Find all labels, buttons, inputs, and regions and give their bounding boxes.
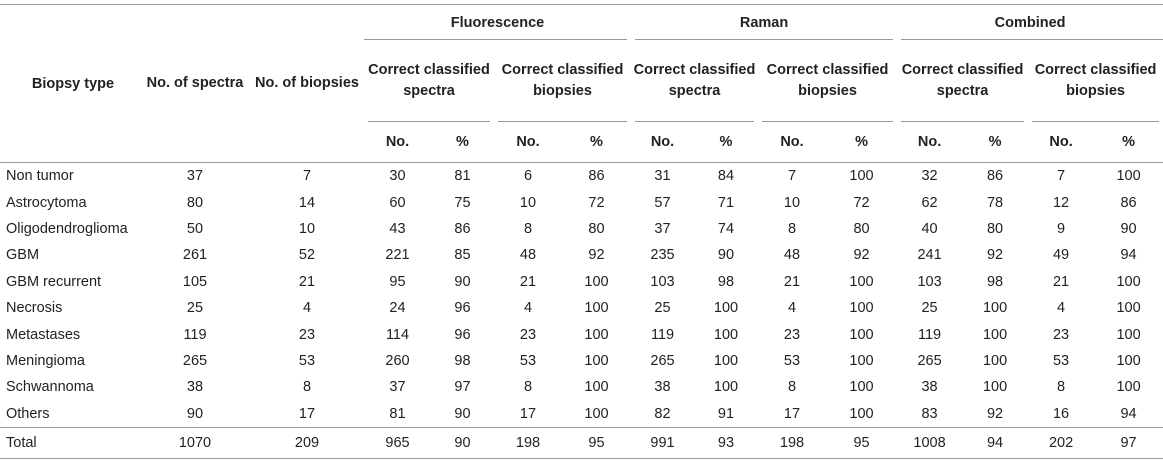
table-cell: 95 xyxy=(826,427,897,458)
table-cell: 8 xyxy=(1057,379,1066,396)
table-cell: 265 xyxy=(917,352,942,369)
table-cell: 100 xyxy=(849,379,874,396)
table-cell: 100 xyxy=(713,352,739,369)
table-cell: 10 xyxy=(298,220,316,237)
table-row xyxy=(0,374,1163,400)
table-cell: 96 xyxy=(454,300,471,317)
table-cell: 98 xyxy=(454,352,471,369)
header-no: No. xyxy=(650,134,675,150)
table-cell: 53 xyxy=(1052,352,1070,369)
header-no-spectra: No. of spectra xyxy=(140,5,250,163)
table-cell: 25 xyxy=(186,300,204,317)
table-cell: 8 xyxy=(302,379,312,396)
table-cell: 198 xyxy=(758,427,826,458)
table-cell: 100 xyxy=(713,300,739,317)
table-cell: 100 xyxy=(849,300,874,317)
table-cell: 94 xyxy=(1120,405,1137,422)
table-cell: 265 xyxy=(182,352,208,369)
table-cell: 30 xyxy=(389,168,406,185)
header-group-raman: Raman xyxy=(631,5,897,41)
table-cell: 80 xyxy=(986,220,1004,237)
table-cell: 241 xyxy=(917,247,942,264)
header-no: No. xyxy=(385,134,410,150)
table-cell: 53 xyxy=(298,352,316,369)
table-cell: 90 xyxy=(186,405,204,422)
table-cell: 60 xyxy=(389,194,406,211)
table-cell: 100 xyxy=(849,273,874,290)
table-cell: 81 xyxy=(454,168,471,185)
table-cell: 21 xyxy=(1052,273,1070,290)
header-no: No. xyxy=(516,134,540,150)
table-cell: 12 xyxy=(1052,194,1070,211)
table-cell: 81 xyxy=(389,405,406,422)
table-row xyxy=(0,348,1163,374)
table-cell: 105 xyxy=(182,273,208,290)
row-biopsy-type: Astrocytoma xyxy=(6,194,87,211)
table-cell: 100 xyxy=(584,300,609,317)
table-cell: 86 xyxy=(454,220,471,237)
header-pct: % xyxy=(456,134,469,150)
table-cell: 4 xyxy=(1057,300,1066,317)
header-pct: % xyxy=(719,134,733,150)
table-row xyxy=(0,163,1163,190)
row-biopsy-type: Non tumor xyxy=(6,168,74,185)
row-biopsy-type: Oligodendroglioma xyxy=(6,220,128,237)
table-cell: 260 xyxy=(385,352,410,369)
table-cell: 48 xyxy=(519,247,537,264)
table-row xyxy=(0,401,1163,428)
table-row xyxy=(0,242,1163,268)
table-cell: 97 xyxy=(454,379,471,396)
table-cell: 1070 xyxy=(140,427,250,458)
table-cell: 72 xyxy=(853,194,870,211)
header-pct: % xyxy=(855,134,868,150)
table-cell: 25 xyxy=(654,300,671,317)
table-cell: 85 xyxy=(454,247,471,264)
table-cell: 100 xyxy=(982,379,1008,396)
table-cell: 8 xyxy=(787,220,797,237)
header-pct: % xyxy=(590,134,603,150)
header-fluo-biopsies: Correct classified biopsies xyxy=(494,40,631,122)
table-cell: 62 xyxy=(921,194,938,211)
header-raman-biopsies: Correct classified biopsies xyxy=(758,40,897,122)
header-group-combined: Combined xyxy=(897,5,1163,41)
header-combined-biopsies: Correct classified biopsies xyxy=(1028,40,1163,122)
table-cell: 90 xyxy=(1120,220,1137,237)
table-cell: 21 xyxy=(298,273,316,290)
table-cell: 4 xyxy=(302,300,312,317)
table-cell: 209 xyxy=(250,427,364,458)
table-cell: 93 xyxy=(694,427,758,458)
table-cell: 100 xyxy=(584,352,609,369)
row-biopsy-type: GBM xyxy=(6,247,40,264)
table-cell: 21 xyxy=(783,273,801,290)
row-biopsy-type: Necrosis xyxy=(6,300,63,317)
table-cell: 17 xyxy=(783,405,801,422)
table-cell: 965 xyxy=(364,427,431,458)
table-cell: 100 xyxy=(1116,168,1141,185)
header-pct: % xyxy=(988,134,1002,150)
table-cell: 100 xyxy=(1116,273,1141,290)
table-cell: 72 xyxy=(588,194,605,211)
table-cell: 37 xyxy=(389,379,406,396)
table-cell: 265 xyxy=(650,352,675,369)
table-cell: 92 xyxy=(986,405,1004,422)
table-cell: 90 xyxy=(717,247,735,264)
table-cell: 92 xyxy=(853,247,870,264)
table-cell: 991 xyxy=(631,427,694,458)
table-cell: 10 xyxy=(783,194,801,211)
table-cell: 21 xyxy=(519,273,537,290)
table-cell: 100 xyxy=(982,352,1008,369)
table-cell: 100 xyxy=(584,273,609,290)
table-cell: 38 xyxy=(654,379,671,396)
table-cell: 37 xyxy=(654,220,671,237)
table-cell: 25 xyxy=(921,300,938,317)
table-cell: 48 xyxy=(783,247,801,264)
table-cell: 32 xyxy=(921,168,938,185)
table-cell: 82 xyxy=(654,405,671,422)
table-cell: 92 xyxy=(986,247,1004,264)
table-cell: 6 xyxy=(523,168,533,185)
table-cell: 52 xyxy=(298,247,316,264)
table-cell: 100 xyxy=(982,300,1008,317)
table-cell: 23 xyxy=(783,326,801,343)
table-cell: 100 xyxy=(713,379,739,396)
header-raman-spectra: Correct classified spectra xyxy=(631,40,758,122)
table-cell: 90 xyxy=(454,405,471,422)
table-row xyxy=(0,216,1163,242)
table-cell: 71 xyxy=(717,194,735,211)
table-cell: 100 xyxy=(1116,300,1141,317)
table-cell: 8 xyxy=(523,379,533,396)
row-biopsy-type: Meningioma xyxy=(6,352,85,369)
table-cell: 4 xyxy=(523,300,533,317)
header-biopsy-type: Biopsy type xyxy=(0,5,140,163)
table-cell: 198 xyxy=(494,427,562,458)
table-cell: 261 xyxy=(182,247,208,264)
table-row xyxy=(0,269,1163,295)
table-cell: 100 xyxy=(849,405,874,422)
table-cell: 235 xyxy=(650,247,675,264)
table-cell: 100 xyxy=(849,168,874,185)
table-cell: 80 xyxy=(186,194,204,211)
table-cell: 31 xyxy=(654,168,671,185)
table-cell: 90 xyxy=(454,273,471,290)
table-cell: 100 xyxy=(849,326,874,343)
table-cell: 23 xyxy=(519,326,537,343)
table-cell: 75 xyxy=(454,194,471,211)
row-biopsy-type: Metastases xyxy=(6,326,81,343)
table-cell: 86 xyxy=(588,168,605,185)
table-cell: 95 xyxy=(389,273,406,290)
header-fluo-spectra: Correct classified spectra xyxy=(364,40,494,122)
table-cell: 8 xyxy=(787,379,797,396)
table-cell: 100 xyxy=(982,326,1008,343)
table-cell: 100 xyxy=(584,326,609,343)
row-biopsy-type: Others xyxy=(6,405,50,422)
table-cell: 94 xyxy=(1120,247,1137,264)
table-cell: 53 xyxy=(519,352,537,369)
table-cell: 221 xyxy=(385,247,410,264)
table-cell: 23 xyxy=(298,326,316,343)
table-cell: 43 xyxy=(389,220,406,237)
table-cell: 100 xyxy=(713,326,739,343)
table-cell: 100 xyxy=(1116,352,1141,369)
table-cell: 7 xyxy=(1057,168,1066,185)
table-cell: 98 xyxy=(717,273,735,290)
table-cell: 97 xyxy=(1094,427,1163,458)
classification-results-table xyxy=(0,4,1163,459)
row-biopsy-type: GBM recurrent xyxy=(6,273,102,290)
table-cell: 119 xyxy=(183,326,207,343)
table-row-total xyxy=(0,427,1163,458)
table-cell: 17 xyxy=(298,405,316,422)
header-no-biopsies: No. of biopsies xyxy=(250,5,364,163)
table-cell: 50 xyxy=(186,220,204,237)
table-cell: 91 xyxy=(717,405,735,422)
table-cell: 7 xyxy=(302,168,312,185)
header-no: No. xyxy=(780,134,804,150)
table-cell: 96 xyxy=(454,326,471,343)
table-cell: 119 xyxy=(650,326,675,343)
table-cell: 83 xyxy=(921,405,938,422)
table-cell: 24 xyxy=(389,300,406,317)
table-cell: 92 xyxy=(588,247,605,264)
table-cell: 9 xyxy=(1057,220,1066,237)
table-cell: 16 xyxy=(1052,405,1070,422)
table-cell: 78 xyxy=(986,194,1004,211)
header-combined-spectra: Correct classified spectra xyxy=(897,40,1028,122)
table-row xyxy=(0,295,1163,321)
table-cell: 103 xyxy=(917,273,942,290)
table-cell: 23 xyxy=(1052,326,1070,343)
table-cell: 86 xyxy=(1120,194,1137,211)
table-row xyxy=(0,321,1163,347)
table-cell: 17 xyxy=(519,405,537,422)
table-cell: 103 xyxy=(650,273,675,290)
table-cell: 100 xyxy=(1116,379,1141,396)
table-cell: 38 xyxy=(921,379,938,396)
table-cell: 10 xyxy=(519,194,537,211)
table-cell: 119 xyxy=(917,326,942,343)
table-cell: 80 xyxy=(588,220,605,237)
table-cell: 100 xyxy=(1116,326,1141,343)
row-biopsy-type: Schwannoma xyxy=(6,379,94,396)
header-pct: % xyxy=(1122,134,1135,150)
table-cell: 114 xyxy=(385,326,410,343)
table-cell: 202 xyxy=(1028,427,1094,458)
table-cell: 100 xyxy=(849,352,874,369)
table-cell: 74 xyxy=(717,220,735,237)
row-biopsy-type: Total xyxy=(0,427,140,458)
table-cell: 98 xyxy=(986,273,1004,290)
table-cell: 100 xyxy=(584,379,609,396)
table-cell: 37 xyxy=(186,168,204,185)
table-cell: 53 xyxy=(783,352,801,369)
table-cell: 38 xyxy=(186,379,204,396)
table-cell: 1008 xyxy=(897,427,962,458)
table-cell: 7 xyxy=(787,168,797,185)
table-body xyxy=(0,163,1163,459)
table-cell: 4 xyxy=(787,300,797,317)
table-cell: 95 xyxy=(562,427,631,458)
table-cell: 57 xyxy=(654,194,671,211)
table-cell: 90 xyxy=(431,427,494,458)
header-no: No. xyxy=(1049,134,1073,150)
table-cell: 40 xyxy=(921,220,938,237)
table-cell: 49 xyxy=(1052,247,1070,264)
header-group-fluorescence: Fluorescence xyxy=(364,5,631,41)
table-cell: 80 xyxy=(853,220,870,237)
table-cell: 8 xyxy=(523,220,533,237)
header-no: No. xyxy=(917,134,942,150)
table-row xyxy=(0,189,1163,215)
table-cell: 94 xyxy=(962,427,1028,458)
table-cell: 84 xyxy=(717,168,735,185)
table-cell: 14 xyxy=(298,194,316,211)
table-cell: 100 xyxy=(584,405,609,422)
table-cell: 86 xyxy=(986,168,1004,185)
